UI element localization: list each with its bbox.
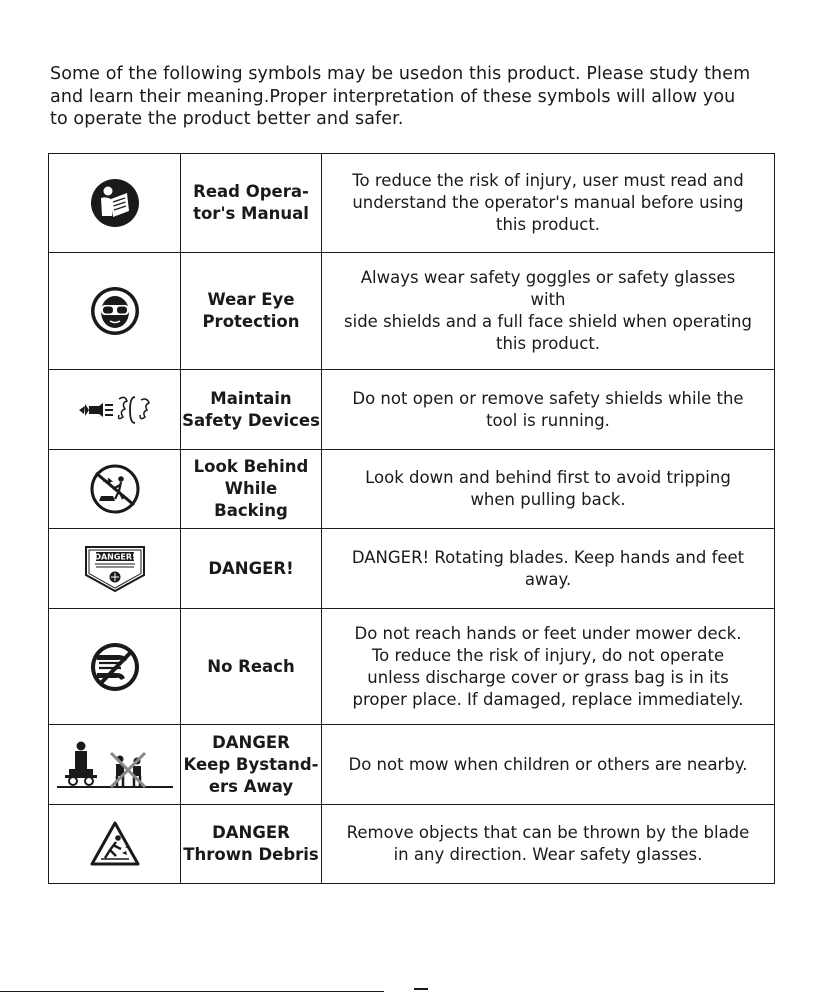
- page-marker: [414, 988, 428, 990]
- symbols-table: [48, 153, 775, 884]
- name-line: No Reach: [207, 656, 295, 676]
- symbol-description: [322, 529, 775, 609]
- desc-line: away.: [524, 569, 572, 589]
- desc-line: Do not open or remove safety shields while the: [352, 388, 744, 408]
- table-row: [49, 370, 775, 450]
- read-manual-icon: [89, 177, 141, 229]
- desc-line: Always wear safety goggles or safety glasses: [360, 268, 736, 287]
- name-line: tor's Manual: [193, 204, 309, 223]
- symbol-name: [181, 725, 322, 805]
- name-line: Safety Devices: [182, 410, 320, 430]
- name-line: Keep Bystand-: [183, 754, 319, 774]
- desc-line: Do not reach hands or feet under mower deck.: [354, 623, 742, 643]
- intro-line: to operate the product better and safer.: [50, 109, 404, 129]
- symbol-cell: [49, 253, 181, 370]
- symbol-name: [181, 805, 322, 884]
- name-line: Maintain: [210, 388, 292, 408]
- desc-line: Remove objects that can be thrown by the blade: [346, 823, 750, 842]
- danger-sticker-heading: DANGER!: [93, 552, 136, 561]
- desc-line: with: [530, 290, 566, 309]
- desc-line: proper place. If damaged, replace immediately.: [352, 689, 744, 709]
- safety-devices-icon: [75, 393, 155, 427]
- desc-line: this product.: [495, 334, 601, 353]
- symbol-name: [181, 154, 322, 253]
- table-row: [49, 154, 775, 253]
- symbol-description: [322, 253, 775, 370]
- symbol-name: [181, 529, 322, 609]
- desc-line: side shields and a full face shield when operating: [344, 312, 752, 331]
- symbol-name: [181, 253, 322, 370]
- name-line: While: [224, 479, 278, 498]
- name-line: Thrown Debris: [183, 845, 319, 864]
- symbol-cell: [49, 725, 181, 805]
- footer-divider: [0, 991, 384, 992]
- table-row: [49, 450, 775, 529]
- name-line: ers Away: [208, 776, 294, 796]
- symbol-name: [181, 609, 322, 725]
- symbol-description: [322, 370, 775, 450]
- name-line: DANGER: [212, 732, 290, 752]
- symbol-cell: [49, 154, 181, 253]
- desc-line: tool is running.: [486, 410, 610, 430]
- desc-line: DANGER! Rotating blades. Keep hands and feet: [351, 547, 745, 567]
- name-line: DANGER: [212, 823, 290, 842]
- symbol-cell: [49, 609, 181, 725]
- name-line: DANGER!: [208, 558, 294, 578]
- name-line: Read Opera-: [193, 182, 309, 201]
- danger-label-icon: [84, 545, 146, 593]
- desc-line: when pulling back.: [470, 490, 626, 509]
- no-reach-icon: [89, 641, 141, 693]
- look-behind-icon: [89, 463, 141, 515]
- symbol-cell: [49, 805, 181, 884]
- table-row: [49, 529, 775, 609]
- symbol-cell: [49, 529, 181, 609]
- symbol-description: [322, 805, 775, 884]
- symbol-description: [322, 609, 775, 725]
- table-row: [49, 609, 775, 725]
- desc-line: unless discharge cover or grass bag is in its: [367, 667, 729, 687]
- symbol-name: [181, 370, 322, 450]
- symbol-description: [322, 725, 775, 805]
- symbol-cell: [49, 370, 181, 450]
- thrown-debris-icon: [89, 820, 141, 868]
- table-row: [49, 805, 775, 884]
- eye-protection-icon: [89, 285, 141, 337]
- intro-line: Some of the following symbols may be usedon this product. Please study them: [50, 64, 751, 84]
- name-line: Protection: [202, 312, 300, 331]
- symbol-description: [322, 154, 775, 253]
- desc-line: To reduce the risk of injury, do not operate: [371, 645, 725, 665]
- desc-line: understand the operator's manual before using: [352, 193, 744, 212]
- name-line: Look Behind: [193, 457, 309, 476]
- table-row: [49, 253, 775, 370]
- intro-line: and learn their meaning.Proper interpretation of these symbols will allow you: [50, 86, 736, 107]
- desc-line: To reduce the risk of injury, user must read and: [352, 171, 744, 190]
- name-line: Backing: [214, 501, 288, 520]
- intro-paragraph: [50, 63, 790, 131]
- desc-line: in any direction. Wear safety glasses.: [393, 845, 703, 864]
- desc-line: this product.: [495, 215, 601, 234]
- symbol-description: [322, 450, 775, 529]
- desc-line: Look down and behind first to avoid tripping: [365, 468, 731, 487]
- symbol-name: [181, 450, 322, 529]
- table-row: [49, 725, 775, 805]
- name-line: Wear Eye: [207, 290, 295, 309]
- desc-line: Do not mow when children or others are nearby.: [348, 754, 748, 774]
- symbol-cell: [49, 450, 181, 529]
- keep-bystanders-away-icon: [55, 737, 175, 793]
